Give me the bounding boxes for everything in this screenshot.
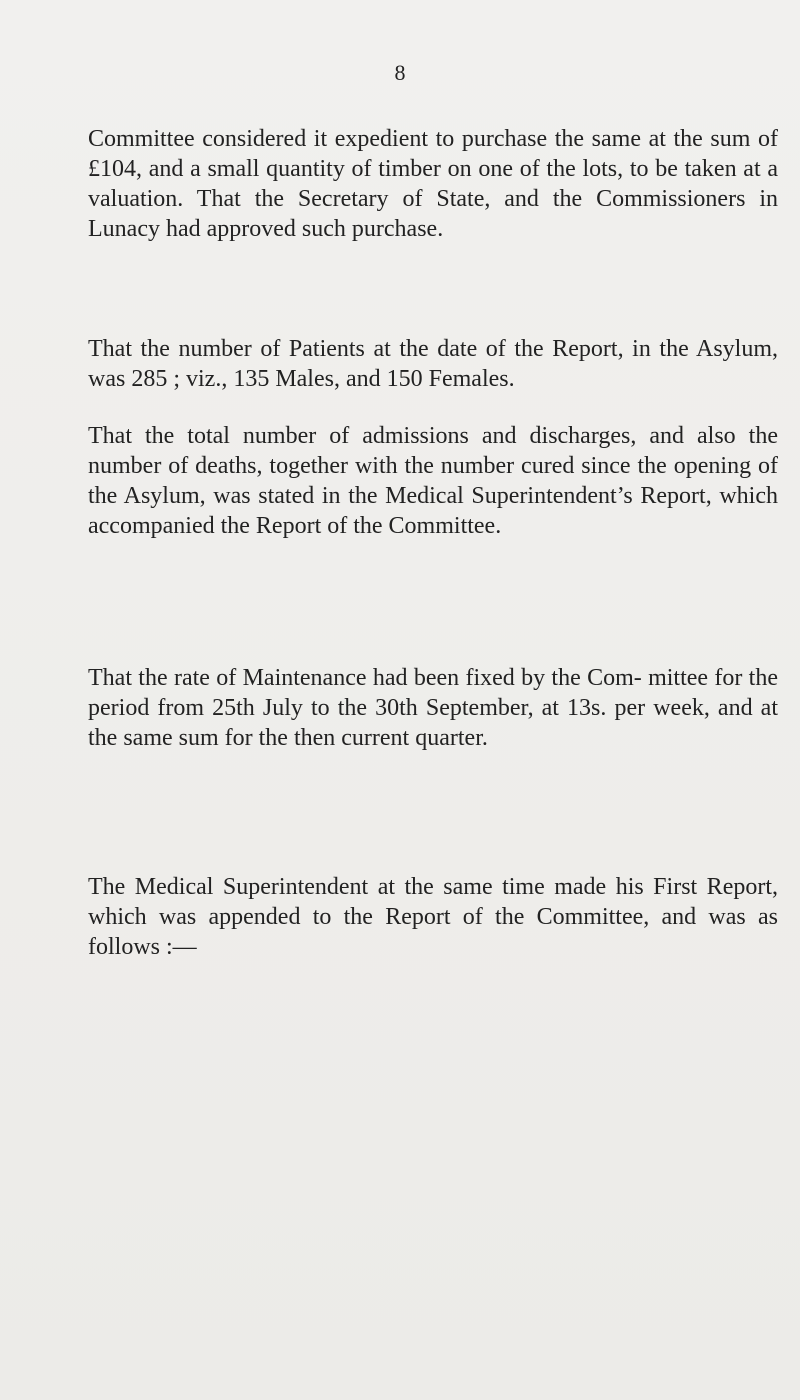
paragraph-medical-report-intro: The Medical Superintendent at the same time made his First Report, which was appended to the Report of the Committee, and was as follows :— — [88, 874, 778, 960]
paragraph-maintenance-rate: That the rate of Maintenance had been fixed by the Com- mittee for the period from 25th July to the 30th September, at 13s. per week, and at the same sum for the then current quarter. — [88, 665, 778, 751]
page-number: 8 — [394, 60, 406, 85]
paragraph-patient-count: That the number of Patients at the date of the Report, in the Asylum, was 285 ; viz., 135 Males, and 150 Females. — [88, 336, 778, 392]
paragraph-admissions-discharges: That the total number of admissions and discharges, and also the number of deaths, together with the number cured since the opening of the Asylum, was stated in the Medical Superintendent’s Report, which accompanied the Report of the Committee. — [88, 423, 778, 539]
paragraph-land-purchase: Committee considered it expedient to purchase the same at the sum of £104, and a small quantity of timber on one of the lots, to be taken at a valuation. That the Secretary of State, and the Commissioners in Lunacy had approved such purchase. — [88, 126, 778, 242]
